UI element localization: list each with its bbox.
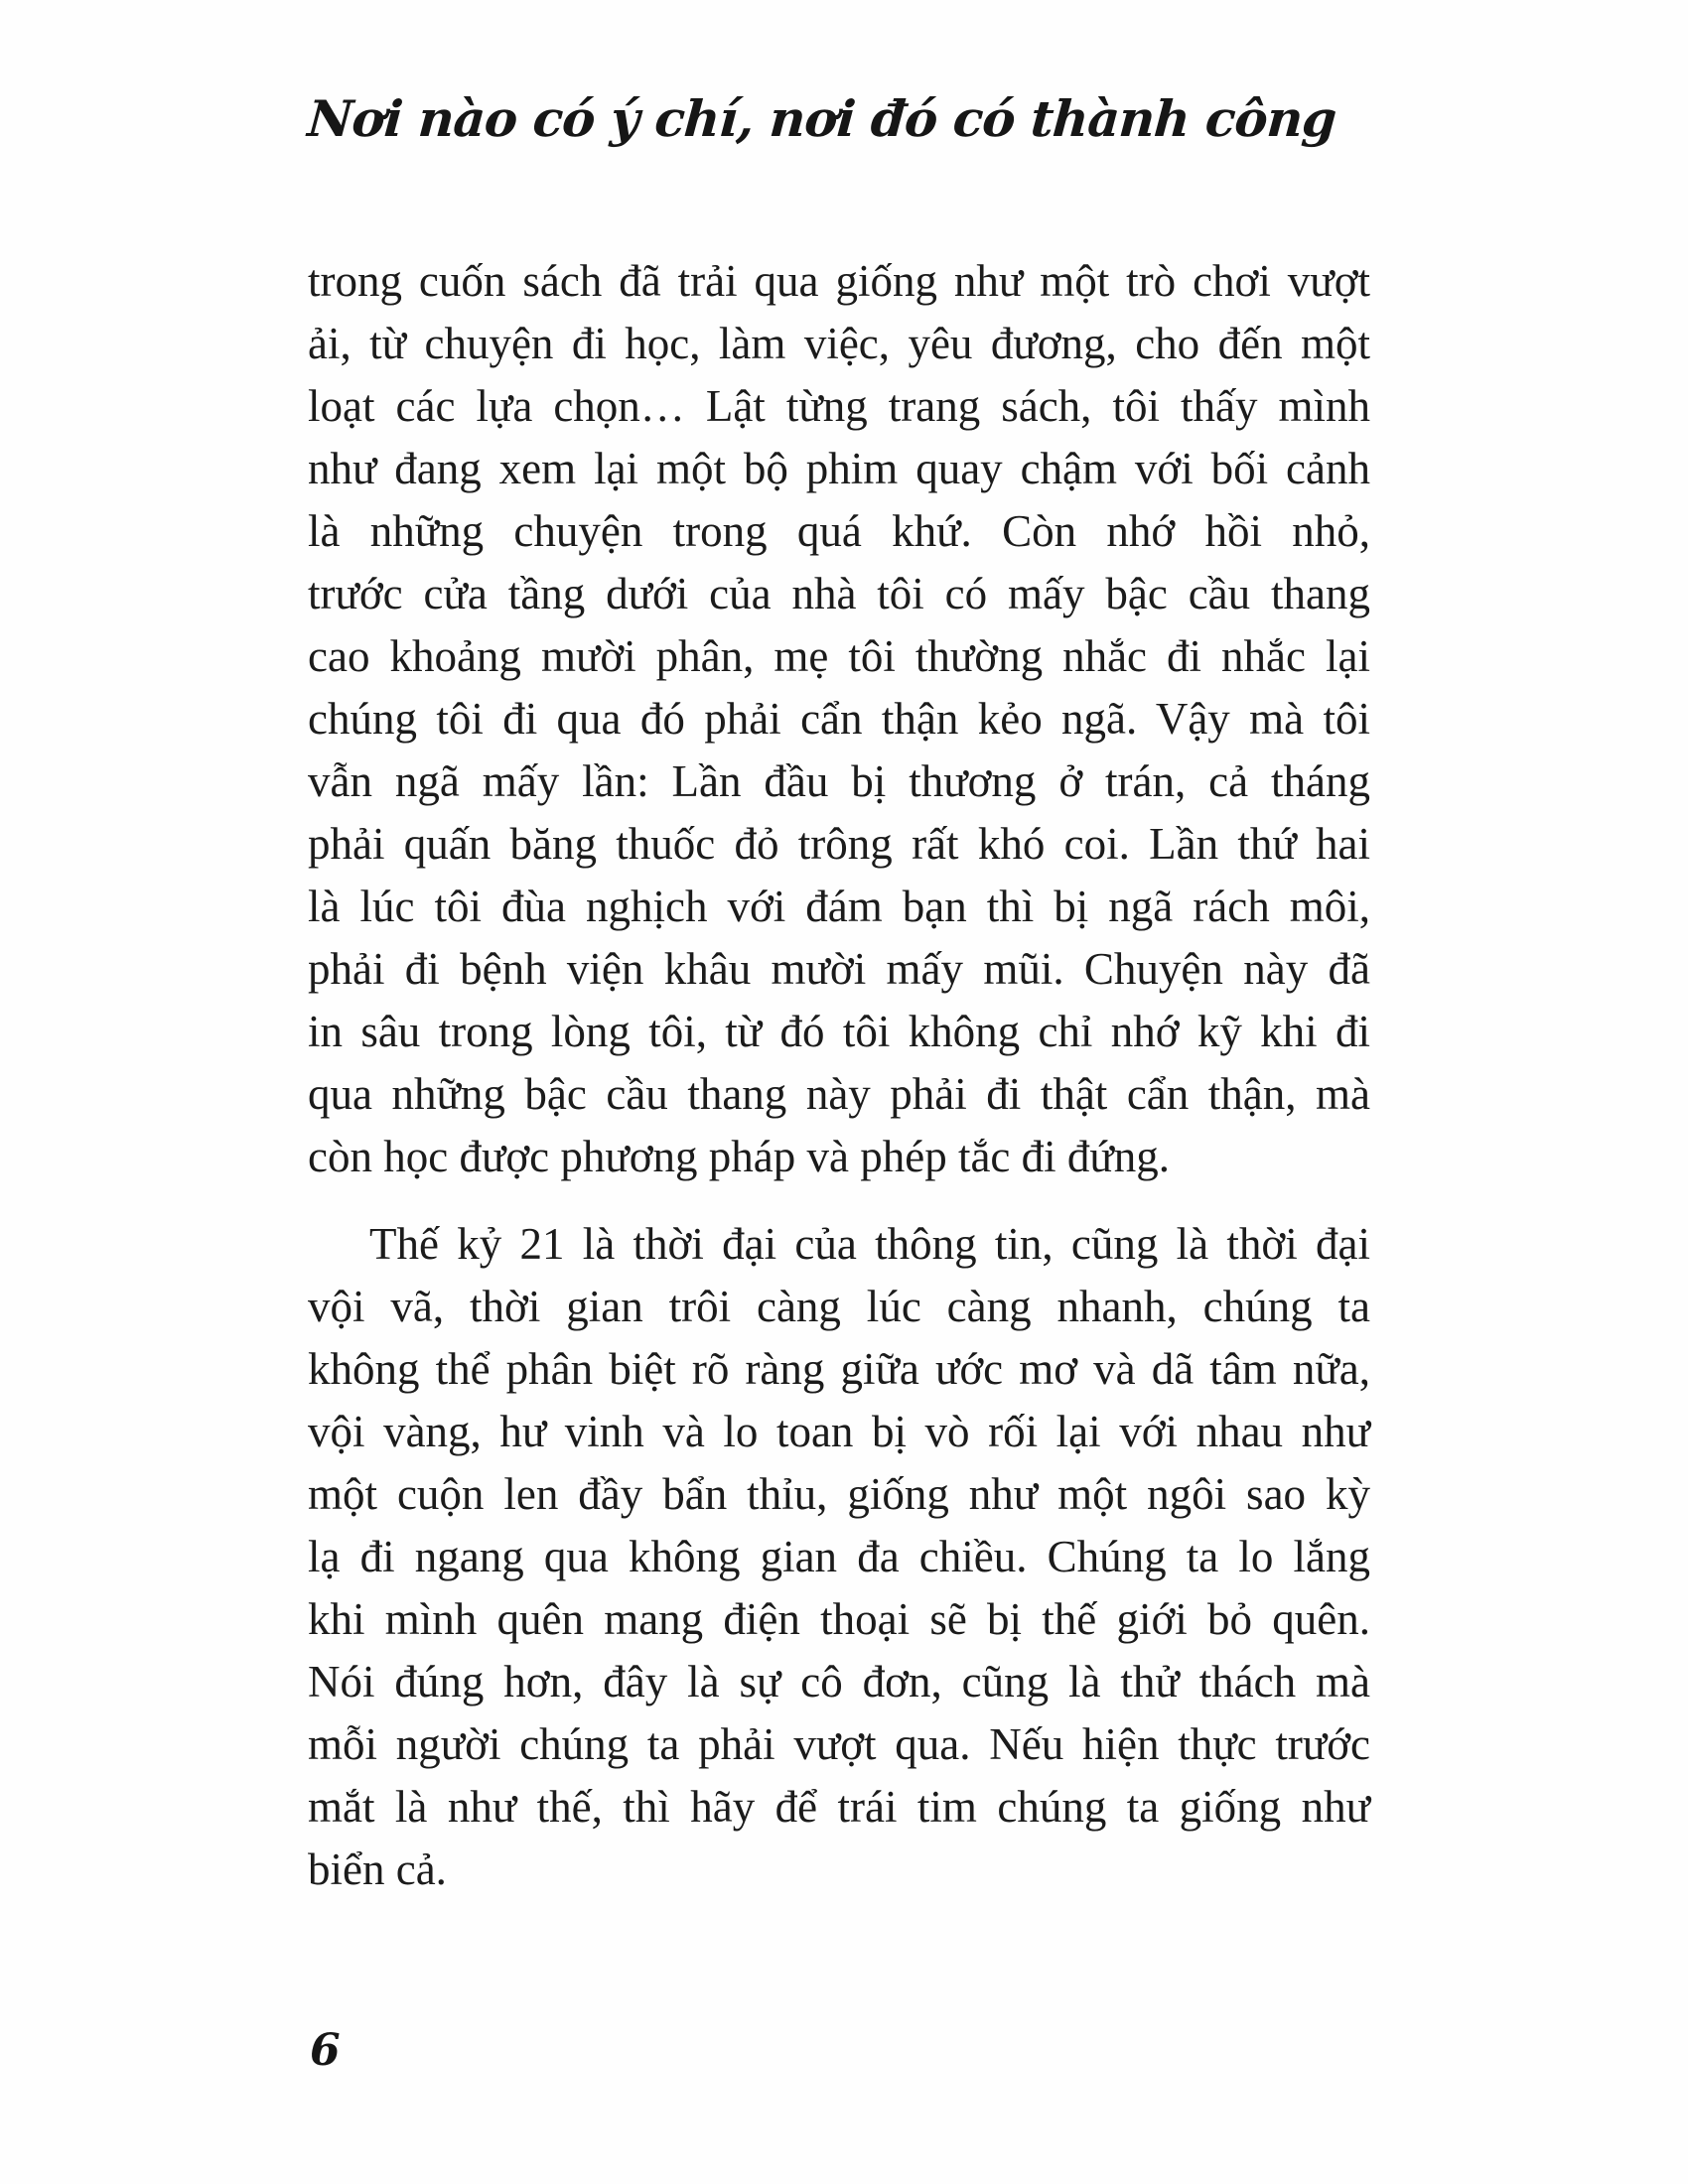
text-line: không thể phân biệt rõ ràng giữa ước mơ và dã tâm nữa, [308,1344,1370,1394]
running-header-title: Nơi nào có ý chí, nơi đó có thành công [305,89,1338,148]
text-line: phải đi bệnh viện khâu mười mấy mũi. Chuyện này đã [308,944,1370,994]
text-line: khi mình quên mang điện thoại sẽ bị thế giới bỏ quên. [308,1594,1370,1644]
page-number: 6 [310,2025,341,2076]
text-line: chúng tôi đi qua đó phải cẩn thận kẻo ngã. Vậy mà tôi [308,694,1370,744]
text-line: vội vàng, hư vinh và lo toan bị vò rối lại với nhau như [308,1407,1370,1456]
text-line: vẫn ngã mấy lần: Lần đầu bị thương ở trán, cả tháng [308,756,1370,806]
page-body [308,250,1370,1901]
text-line: Nói đúng hơn, đây là sự cô đơn, cũng là thử thách mà [308,1657,1370,1706]
text-line: là lúc tôi đùa nghịch với đám bạn thì bị ngã rách môi, [308,882,1370,931]
text-line: trong cuốn sách đã trải qua giống như một trò chơi vượt [308,256,1370,306]
text-line: qua những bậc cầu thang này phải đi thật cẩn thận, mà [308,1069,1370,1119]
text-line: mắt là như thế, thì hãy để trái tim chúng ta giống như [308,1782,1370,1832]
text-line: còn học được phương pháp và phép tắc đi đứng. [308,1132,1171,1181]
text-line: là những chuyện trong quá khứ. Còn nhớ hồi nhỏ, [308,506,1370,556]
text-line: cao khoảng mười phân, mẹ tôi thường nhắc đi nhắc lại [308,631,1370,681]
text-line: biển cả. [308,1844,447,1894]
text-line: như đang xem lại một bộ phim quay chậm với bối cảnh [308,444,1370,493]
text-line: trước cửa tầng dưới của nhà tôi có mấy bậc cầu thang [308,569,1370,618]
text-line: lạ đi ngang qua không gian đa chiều. Chúng ta lo lắng [308,1532,1370,1581]
text-line: Thế kỷ 21 là thời đại của thông tin, cũng là thời đại [369,1219,1370,1269]
paragraph [308,1213,1370,1901]
text-line: một cuộn len đầy bẩn thỉu, giống như một ngôi sao kỳ [308,1469,1370,1519]
text-line: ải, từ chuyện đi học, làm việc, yêu đương, cho đến một [308,319,1370,368]
paragraph [308,250,1370,1188]
text-line: loạt các lựa chọn… Lật từng trang sách, tôi thấy mình [308,381,1370,431]
text-line: in sâu trong lòng tôi, từ đó tôi không chỉ nhớ kỹ khi đi [308,1007,1370,1056]
text-line: vội vã, thời gian trôi càng lúc càng nhanh, chúng ta [308,1282,1370,1331]
text-line: mỗi người chúng ta phải vượt qua. Nếu hiện thực trước [308,1719,1370,1769]
text-line: phải quấn băng thuốc đỏ trông rất khó coi. Lần thứ hai [308,819,1370,869]
